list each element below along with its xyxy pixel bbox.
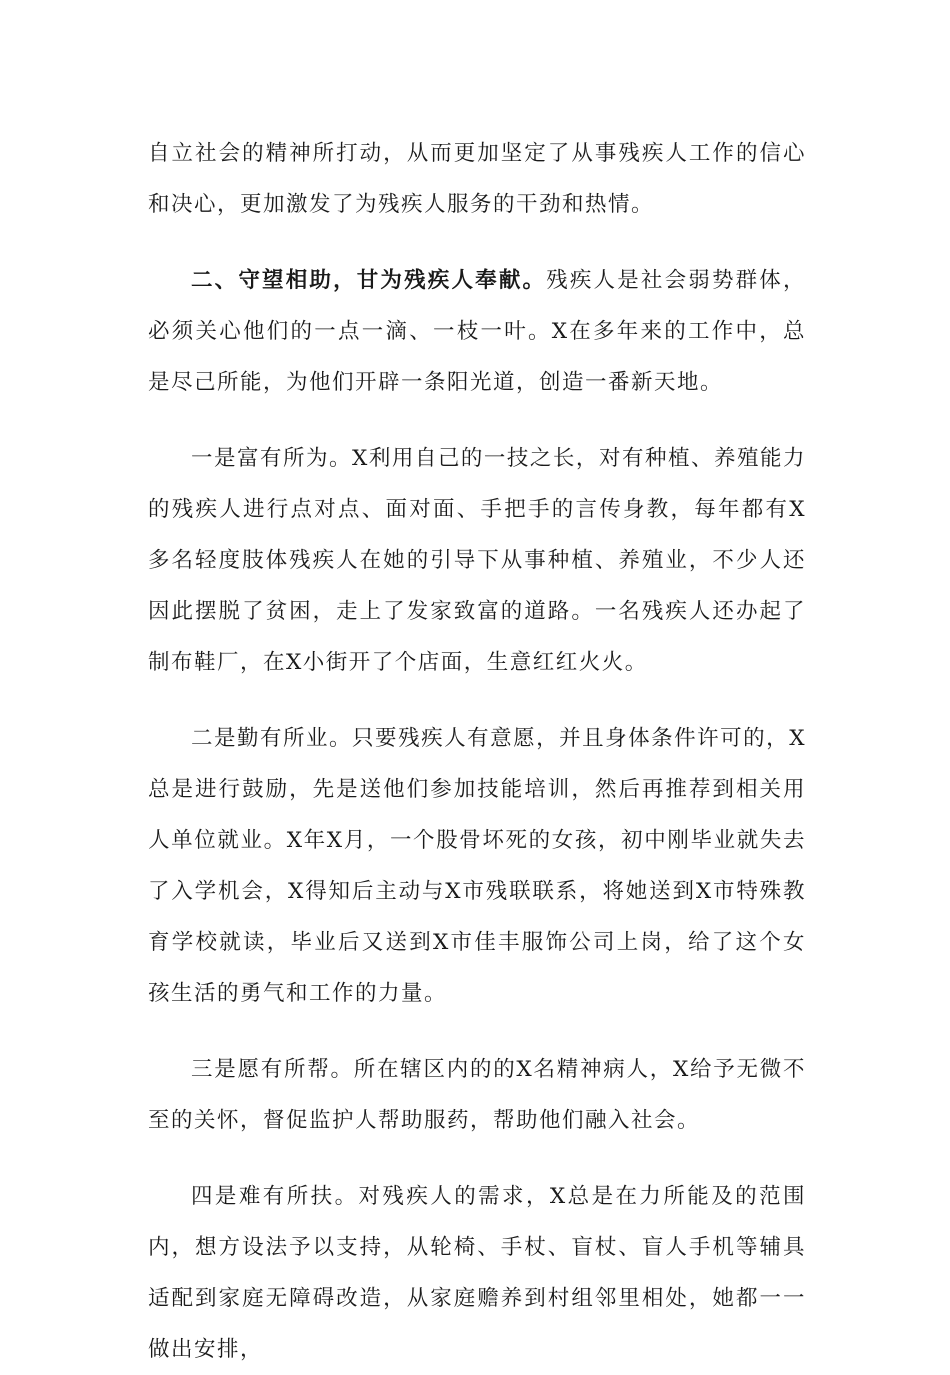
paragraph-text: 四是难有所扶。对残疾人的需求，X总是在力所能及的范围内，想方设法予以支持，从轮椅、手杖、盲杖、盲人手机等辅具适配到家庭无障碍改造，从家庭赡养到村组邻里相处，她都一一做出安排， (148, 1184, 806, 1362)
paragraph-section-two (148, 255, 806, 408)
paragraph-text: 一是富有所为。X利用自己的一技之长，对有种植、养殖能力的残疾人进行点对点、面对面、手把手的言传身教，每年都有X多名轻度肢体残疾人在她的引导下从事种植、养殖业，不少人还因此摆脱了贫困，走上了发家致富的道路。一名残疾人还办起了制布鞋厂，在X小街开了个店面，生意红红火火。 (148, 446, 806, 675)
paragraph-text: 二是勤有所业。只要残疾人有意愿，并且身体条件许可的，X总是进行鼓励，先是送他们参加技能培训，然后再推荐到相关用人单位就业。X年X月，一个股骨坏死的女孩，初中刚毕业就失去了入学机会，X得知后主动与X市残联联系，将她送到X市特殊教育学校就读，毕业后又送到X市佳丰服饰公司上岗，给了这个女孩生活的勇气和工作的力量。 (148, 726, 806, 1006)
paragraph-continuation (148, 128, 806, 230)
paragraph-item-two (148, 713, 806, 1019)
section-heading: 二、守望相助，甘为残疾人奉献。 (191, 268, 547, 293)
document-body (148, 128, 806, 1375)
paragraph-text: 自立社会的精神所打动，从而更加坚定了从事残疾人工作的信心和决心，更加激发了为残疾人服务的干劲和热情。 (148, 141, 806, 217)
paragraph-item-one (148, 433, 806, 688)
paragraph-item-four (148, 1171, 806, 1375)
paragraph-text: 三是愿有所帮。所在辖区内的的X名精神病人，X给予无微不至的关怀，督促监护人帮助服药，帮助他们融入社会。 (148, 1057, 806, 1133)
paragraph-text: 残疾人是社会弱势群体，必须关心他们的一点一滴、一枝一叶。X在多年来的工作中，总是尽己所能，为他们开辟一条阳光道，创造一番新天地。 (148, 268, 806, 395)
paragraph-item-three (148, 1044, 806, 1146)
